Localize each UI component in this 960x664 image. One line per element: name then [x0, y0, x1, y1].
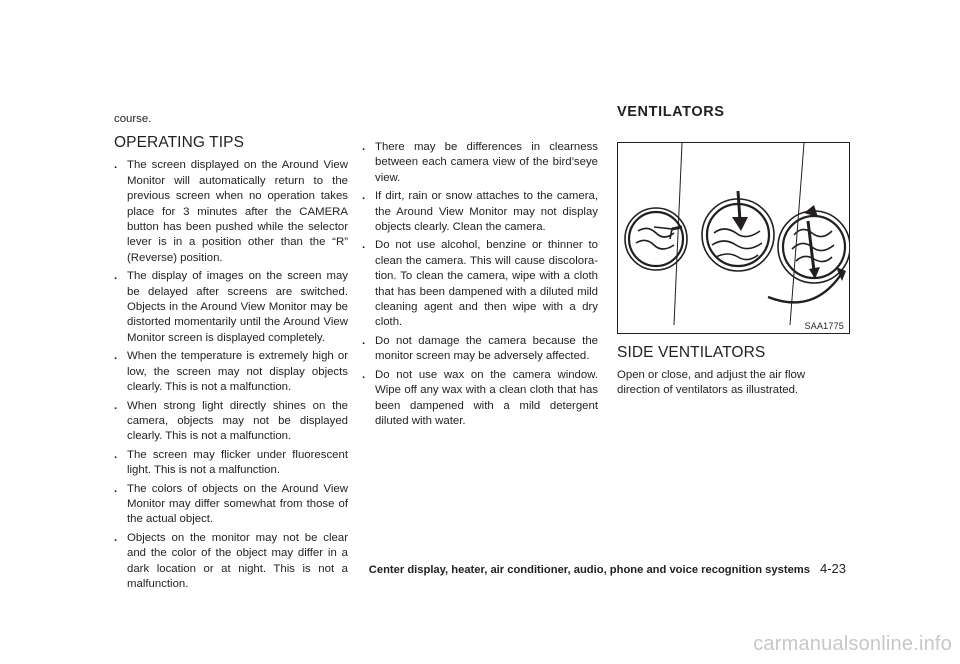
bullet-glyph: .	[362, 190, 366, 203]
bullet-glyph: .	[114, 270, 118, 283]
bullet-glyph: .	[114, 448, 118, 461]
footer-section-title: Center display, heater, air conditioner, audio, phone and voice recognition systems	[368, 564, 810, 576]
list-item: . When the temperature is extremely high or low, the screen may not display objects clearly. This is not a malfunction.	[114, 350, 348, 394]
bullet-glyph: .	[114, 159, 118, 172]
bullet-glyph: .	[362, 334, 366, 347]
bullet-glyph: .	[114, 350, 118, 363]
list-item: . The screen displayed on the Around View Monitor will automatically return to the previous screen when no operation takes place for 3 minutes after the CAMERA button has been pushed while the selector lever is in a position other than the “R” (Reverse) position.	[114, 159, 348, 264]
ventilator-illustration	[617, 142, 850, 334]
down-arrow-icon	[732, 217, 748, 231]
bullet-glyph: .	[114, 531, 118, 544]
list-item: . There may be differences in clearness between each camera view of the bird’seye view.	[362, 141, 598, 184]
chapter-title: VENTILATORS	[617, 104, 725, 120]
ventilator-drawing	[618, 143, 849, 333]
page-footer	[369, 562, 846, 577]
column-3-text	[617, 344, 851, 399]
list-item: . Objects on the monitor may not be clear and the color of the object may differ in a dark location or at night. This is not a malfunction.	[114, 531, 348, 590]
side-ventilators-heading: SIDE VENTILATORS	[617, 344, 766, 361]
page-number: 4-23	[819, 561, 846, 576]
figure-code: SAA1775	[804, 321, 844, 331]
list-item: . The colors of objects on the Around View Monitor may differ somewhat from those of the actual object.	[114, 482, 348, 526]
lead-text: course.	[114, 113, 152, 125]
operating-tips-list	[114, 158, 348, 592]
bullet-glyph: .	[362, 141, 366, 153]
list-item: . When strong light directly shines on the camera, objects may not be displayed clearly. This is not a malfunction.	[114, 399, 348, 443]
side-ventilators-paragraph: Open or close, and adjust the air flow direction of ventilators as illustrated.	[617, 369, 806, 397]
list-item: . The screen may flicker under fluorescent light. This is not a malfunction.	[114, 448, 348, 477]
list-item: . Do not use wax on the camera window. Wipe off any wax with a clean cloth that has been dampened with a mild detergent diluted with water.	[362, 368, 598, 427]
operating-tips-heading: OPERATING TIPS	[114, 134, 245, 152]
list-item: . Do not use alcohol, benzine or thinner to clean the camera. This will cause discolora- tion. To clean the camera, wipe with a cloth that has been dampened with a diluted mild cleaning agent and then wipe with a dry cloth.	[362, 239, 598, 329]
list-item: . Do not damage the camera because the monitor screen may be adversely affected.	[362, 334, 598, 363]
bullet-glyph: .	[362, 239, 366, 252]
bullet-glyph: .	[114, 482, 118, 495]
column-1	[114, 112, 348, 595]
column-2	[362, 140, 598, 432]
watermark: carmanualsonline.info	[753, 633, 952, 655]
bullet-glyph: .	[114, 399, 118, 412]
list-item: . The display of images on the screen may be delayed after screens are switched. Objects in the Around View Monitor may be distorted momentarily until the Around View Monitor screen is displayed completely.	[114, 270, 348, 344]
camera-tips-list	[362, 140, 598, 429]
list-item: . If dirt, rain or snow attaches to the camera, the Around View Monitor may not display objects clearly. Clean the camera.	[362, 190, 598, 234]
vent-direction	[702, 191, 774, 271]
bullet-glyph: .	[362, 368, 366, 381]
vent-adjust	[768, 211, 849, 302]
